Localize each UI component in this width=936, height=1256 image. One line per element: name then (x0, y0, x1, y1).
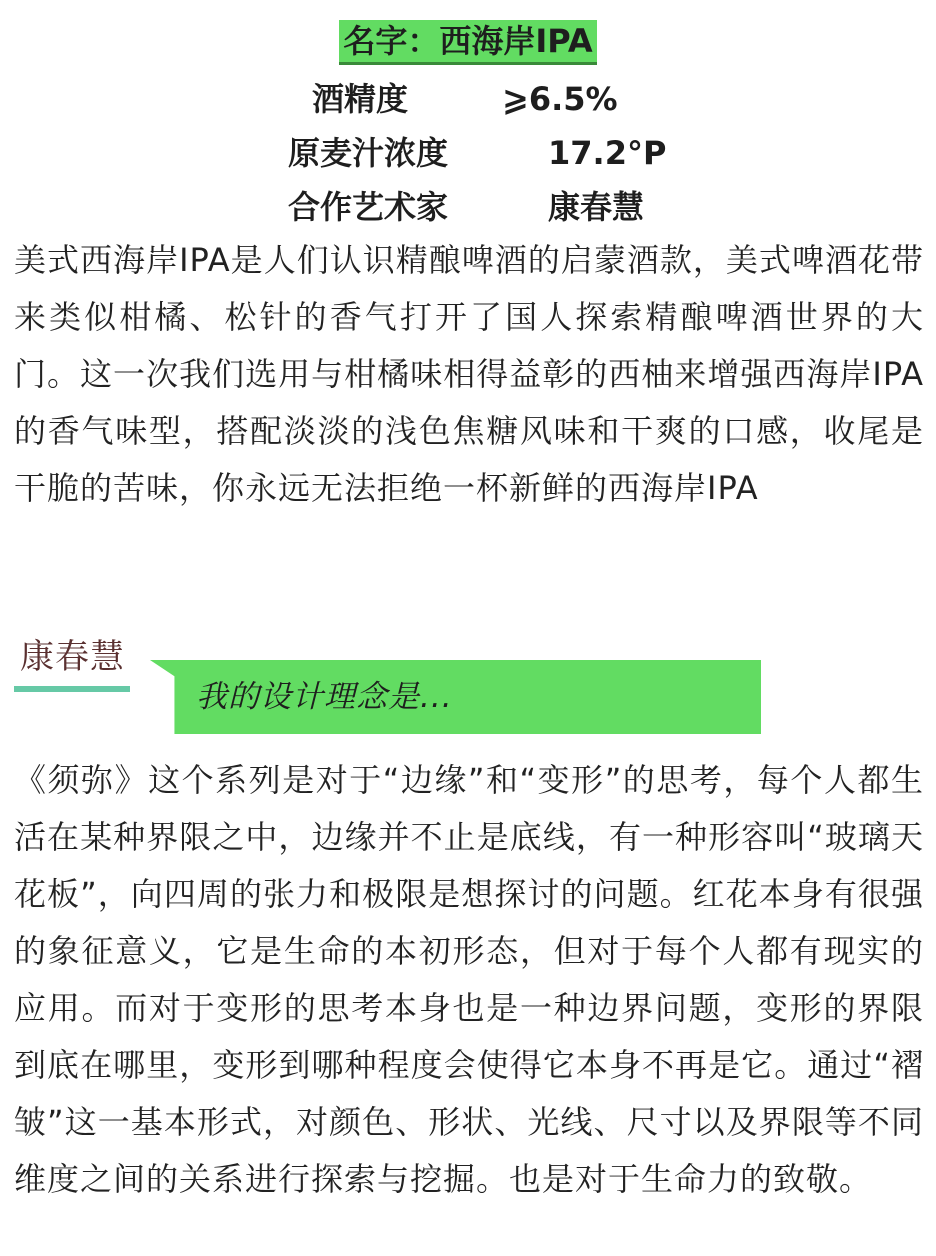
spec-value: 康春慧 (548, 188, 645, 226)
spec-label: 酒精度 (311, 80, 408, 118)
spec-row-gravity (0, 126, 936, 180)
title-wrap (0, 20, 936, 65)
spec-list (0, 72, 936, 234)
spec-label: 原麦汁浓度 (287, 134, 448, 172)
concept-paragraph: 《须弥》这个系列是对于“边缘”和“变形”的思考，每个人都生活在某种界限之中，边缘并不止是底线，有一种形容叫“玻璃天花板”，向四周的张力和极限是想探讨的问题。红花本身有很强的象征意义，它是生命的本初形态，但对于每个人都有现实的应用。而对于变形的思考本身也是一种边界问题，变形的界限到底在哪里，变形到哪种程度会使得它本身不再是它。通过“褶皱”这一基本形式，对颜色、形状、光线、尺寸以及界限等不同维度之间的关系进行探索与挖掘。也是对于生命力的致敬。 (14, 761, 924, 1198)
intro-paragraph: 美式西海岸IPA是人们认识精酿啤酒的启蒙酒款，美式啤酒花带来类似柑橘、松针的香气打开了国人探索精酿啤酒世界的大门。这一次我们选用与柑橘味相得益彰的西柚来增强西海岸IPA的香气味型，搭配淡淡的浅色焦糖风味和干爽的口感，收尾是干脆的苦味，你永远无法拒绝一杯新鲜的西海岸IPA (14, 241, 924, 507)
spec-value: ⩾6.5% (502, 80, 618, 118)
beer-name-title: 名字：西海岸IPA (339, 20, 596, 65)
spec-label: 合作艺术家 (287, 188, 448, 226)
spec-value: 17.2°P (548, 134, 667, 172)
concept-banner-text: 我的设计理念是... (196, 679, 453, 715)
artist-name-heading: 康春慧 (20, 637, 125, 677)
spec-row-abv (0, 72, 936, 126)
spec-row-artist (0, 180, 936, 234)
artist-name-underline (14, 686, 130, 692)
